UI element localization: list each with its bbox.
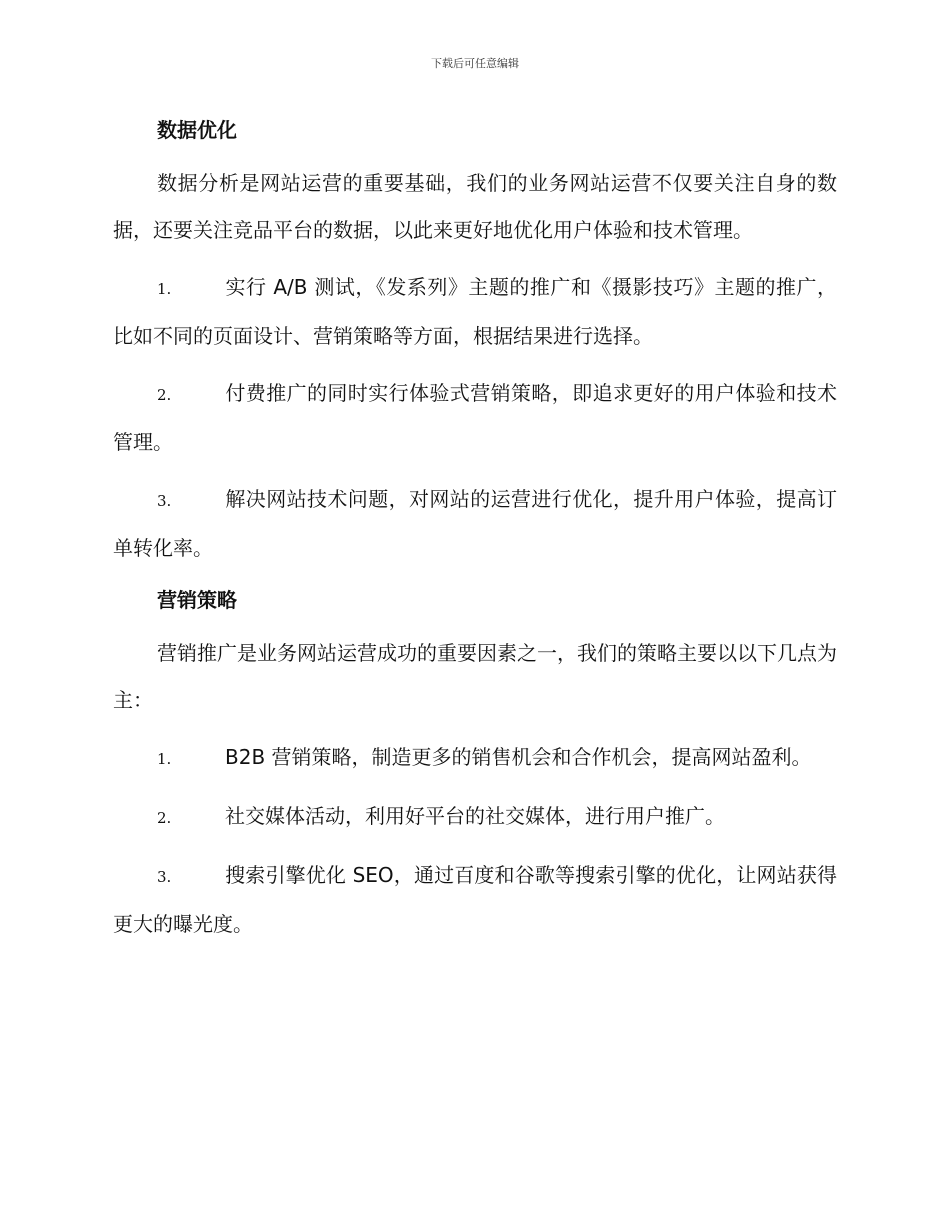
list-number: 1. bbox=[157, 280, 172, 298]
list-item-text: 社交媒体活动，利用好平台的社交媒体，进行用户推广。 bbox=[225, 804, 725, 828]
list-item bbox=[113, 476, 837, 572]
list-item bbox=[113, 793, 837, 842]
list-item bbox=[113, 370, 837, 466]
list-item-text: 实行 A/B 测试，《发系列》主题的推广和《摄影技巧》主题的推广，比如不同的页面设计、营销策略等方面，根据结果进行选择。 bbox=[113, 275, 837, 348]
header-note: 下载后可任意编辑 bbox=[431, 57, 519, 70]
list-number: 2. bbox=[157, 386, 172, 404]
list-item-text: B2B 营销策略，制造更多的销售机会和合作机会，提高网站盈利。 bbox=[225, 745, 812, 769]
list-item bbox=[113, 852, 837, 948]
list-number: 1. bbox=[157, 750, 172, 768]
list-item-text: 解决网站技术问题，对网站的运营进行优化，提升用户体验，提高订单转化率。 bbox=[113, 487, 837, 560]
section-intro: 营销推广是业务网站运营成功的重要因素之一，我们的策略主要以以下几点为主： bbox=[113, 641, 837, 712]
list-item bbox=[113, 734, 837, 783]
list-number: 3. bbox=[157, 868, 172, 886]
list-item-text: 付费推广的同时实行体验式营销策略，即追求更好的用户体验和技术管理。 bbox=[113, 381, 837, 454]
list-number: 3. bbox=[157, 492, 172, 510]
section-intro: 数据分析是网站运营的重要基础，我们的业务网站运营不仅要关注自身的数据，还要关注竞品平台的数据，以此来更好地优化用户体验和技术管理。 bbox=[113, 171, 837, 242]
list-number: 2. bbox=[157, 809, 172, 827]
document-body bbox=[113, 112, 837, 958]
section-title-data-optimization: 数据优化 bbox=[157, 118, 237, 142]
list-item bbox=[113, 264, 837, 360]
list-item-text: 搜索引擎优化 SEO，通过百度和谷歌等搜索引擎的优化，让网站获得更大的曝光度。 bbox=[113, 863, 837, 936]
section-title-marketing-strategy: 营销策略 bbox=[157, 588, 237, 612]
